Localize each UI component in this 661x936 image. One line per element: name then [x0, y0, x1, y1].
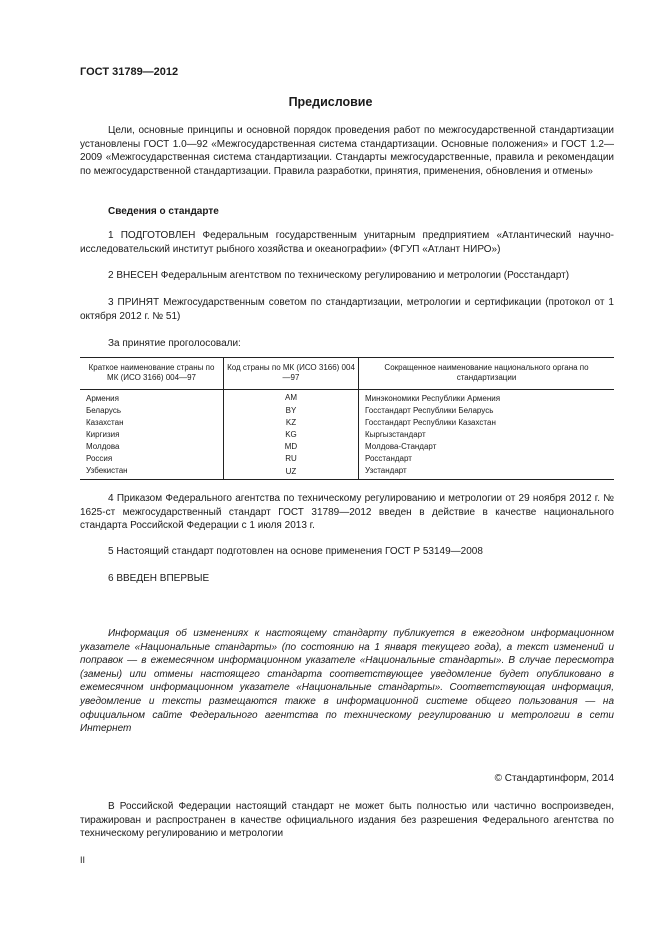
country-code: BY — [224, 405, 359, 417]
country-code: KZ — [224, 417, 359, 429]
country-name: Беларусь — [80, 405, 224, 417]
country-code: AM — [224, 390, 359, 405]
section-heading: Сведения о стандарте — [108, 206, 219, 217]
country-code: UZ — [224, 466, 359, 480]
country-code: MD — [224, 441, 359, 453]
table-row — [80, 453, 614, 465]
standards-body: Молдова-Стандарт — [365, 442, 437, 452]
standards-body: Госстандарт Республики Казахстан — [365, 417, 496, 427]
standards-body: Кыргызстандарт — [365, 430, 426, 440]
standards-body: Минэкономики Республики Армения — [365, 393, 501, 403]
country-name: Киргизия — [80, 429, 224, 441]
copyright-line: © Стандартинформ, 2014 — [494, 773, 614, 784]
country-code: KG — [224, 429, 359, 441]
table-header-country: Краткое наименование страны по МК (ИСО 3166) 004—97 — [80, 358, 224, 390]
page-title: Предисловие — [288, 95, 373, 109]
table-row — [80, 466, 614, 480]
table-header-code: Код страны по МК (ИСО 3166) 004—97 — [224, 358, 359, 390]
document-code-header: ГОСТ 31789—2012 — [80, 66, 179, 78]
voting-table — [80, 357, 614, 480]
intro-paragraph: Цели, основные принципы и основной порядок проведения работ по межгосударственной стандартизации установлены ГОСТ 1.0—92 «Межгосударственная система стандартизации. Основные положения» и ГОСТ 1.2—2009 «Межгосударственная система стандартизации. Стандарты межгосударственные, правила и рекомендации по межгосударственной стандартизации. Правила разработки, принятия, применения, обновления и отмены» — [80, 125, 614, 177]
table-header-row — [80, 358, 614, 390]
country-name: Казахстан — [80, 417, 224, 429]
table-row — [80, 405, 614, 417]
item-3: 3 ПРИНЯТ Межгосударственным советом по стандартизации, метрологии и сертификации (протокол от 1 октября 2012 г. № 51) — [80, 297, 614, 322]
table-row — [80, 417, 614, 429]
table-row — [80, 390, 614, 405]
info-notice: Информация об изменениях к настоящему стандарту публикуется в ежегодном информационном указателе «Национальные стандарты» (по состоянию на 1 января текущего года), а текст изменений и поправок — в ежемесячном информационном указателе «Национальные стандарты». В случае пересмотра (замены) или отмены настоящего стандарта соответствующее уведомление будет опубликовано в ежемесячном информационном указателе «Национальные стандарты». Соответствующая информация, уведомление и тексты размещаются также в информационной системе общего пользования — на официальном сайте Федерального агентства по техническому регулированию и метрологии в сети Интернет — [80, 628, 614, 735]
country-name: Россия — [80, 453, 224, 465]
country-name: Молдова — [80, 441, 224, 453]
standards-body: Росстандарт — [365, 454, 412, 464]
item-1: 1 ПОДГОТОВЛЕН Федеральным государственным унитарным предприятием «Атлантический научно-исследовательский институт рыбного хозяйства и океанографии» (ФГУП «Атлант НИРО») — [80, 230, 614, 255]
table-row — [80, 429, 614, 441]
table-row — [80, 441, 614, 453]
standards-body: Госстандарт Республики Беларусь — [365, 405, 494, 415]
item-5: 5 Настоящий стандарт подготовлен на основе применения ГОСТ Р 53149—2008 — [108, 546, 483, 557]
vote-intro: За принятие проголосовали: — [108, 338, 241, 349]
item-6: 6 ВВЕДЕН ВПЕРВЫЕ — [108, 573, 210, 584]
table-header-body: Сокращенное наименование национального органа по стандартизации — [359, 358, 615, 390]
item-2: 2 ВНЕСЕН Федеральным агентством по техническому регулированию и метрологии (Росстандарт) — [108, 270, 570, 281]
country-name: Армения — [80, 390, 224, 405]
page-number: II — [80, 855, 86, 865]
legal-notice: В Российской Федерации настоящий стандарт не может быть полностью или частично воспроизведен, тиражирован и распространен в качестве официального издания без разрешения Федерального агентства по техническому регулированию и метрологии — [80, 801, 614, 840]
item-4: 4 Приказом Федерального агентства по техническому регулированию и метрологии от 29 ноября 2012 г. № 1625-ст межгосударственный стандарт ГОСТ 31789—2012 введен в действие в качестве национального стандарта Российской Федерации с 1 июля 2013 г. — [80, 493, 614, 532]
country-code: RU — [224, 453, 359, 465]
standards-body: Узстандарт — [359, 466, 615, 480]
country-name: Узбекистан — [80, 466, 224, 480]
